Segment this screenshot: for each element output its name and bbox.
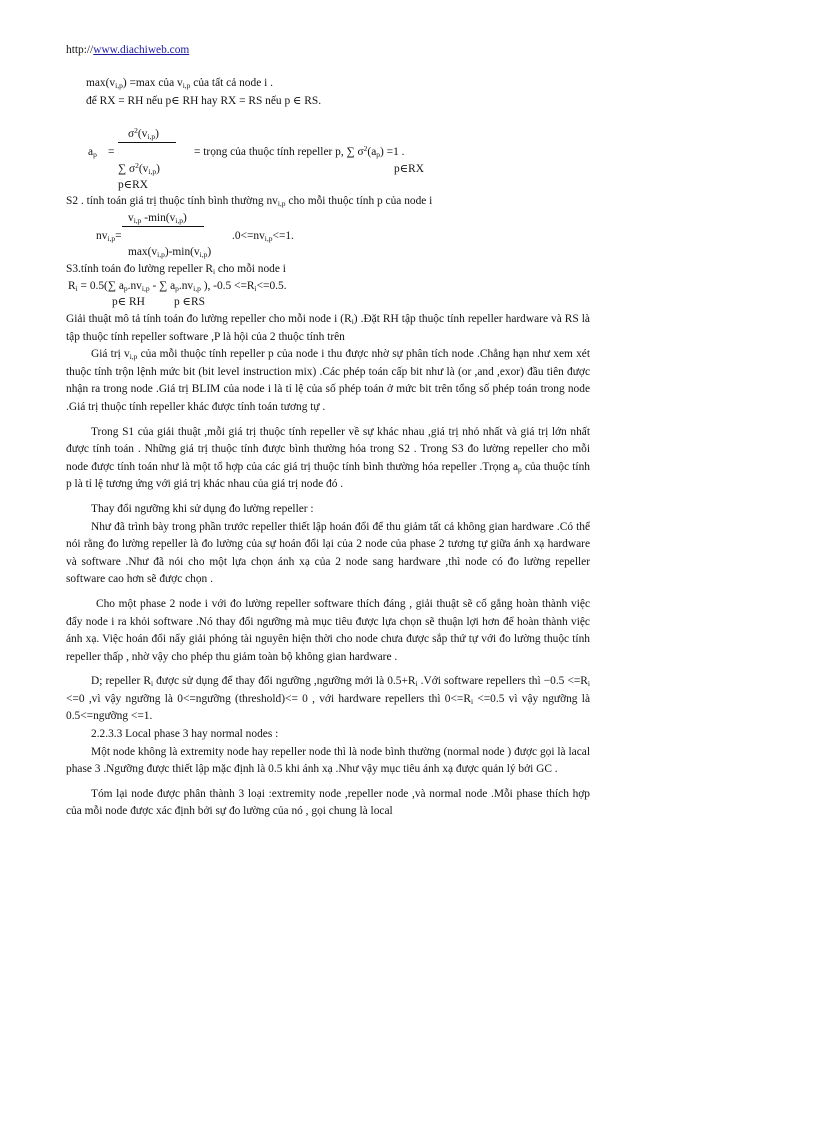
paragraph: Tóm lại node được phân thành 3 loại :extremity node ,repeller node ,và normal node .Mỗi phase thích hợp của mỗi node được xác định bởi sự đo lường của nó , gọi chung là local xyxy=(66,787,590,818)
nv-numerator: $v_{i,p}$ $-\min(v_{i,p})$ xyxy=(128,212,187,225)
max-definition: $\max(v_{i,p}) =\max$ của $v_{i,p}$ của tất cả node i . xyxy=(86,77,273,90)
section-heading: 2.2.3.3 Local phase 3 hay normal nodes : xyxy=(91,728,279,741)
ap-equals: = xyxy=(108,146,115,158)
nv-lhs: $nv_{i,p}=$ xyxy=(96,230,122,243)
ap-lhs: $a_p$ xyxy=(88,146,97,159)
paragraph: Giá trị $v_{i,p}$ của mỗi thuộc tính repeller p của node i thu được nhờ sự phân tích node .Chẳng hạn như xem xét thuộc tính trộn lệnh mức bit (bit level instruction mix) .Các phép toán cấp bit như là (or ,and ,exor) đầu tiên được nhận ra trong node .Giá trị BLIM của node i là tỉ lệ của số phép toán ở mức bit trên tổng số phép toán trong node .Giá trị thuộc tính repeller khác được tính toán tương tự . xyxy=(66,348,590,413)
header-prefix: http:// xyxy=(66,44,94,56)
ri-subscript-rh: p∈ RH xyxy=(112,296,145,308)
ap-fraction-bar xyxy=(118,142,176,143)
nv-condition: $.0<=nv_{i,p}<=1$. xyxy=(232,230,294,243)
nv-denominator: $\max(v_{i,p})-\min(v_{i,p})$ xyxy=(128,246,212,259)
ap-denominator: ∑ $\sigma^2(v_{i,p})$ xyxy=(118,161,160,176)
paragraph: Như đã trình bày trong phần trước repeller thiết lập hoán đổi để thu giảm tất cả không gian hardware .Có thể nói rằng đo lường repeller là đo lường của sự hoán đổi lại của 2 node của phase 2 tương tự giữa ánh xạ hardware và software .Như đã nói cho một lựa chọn ánh xạ của 2 node sang hardware ,thì node có đo lường repeller software cao hơn sẽ được chọn . xyxy=(66,520,590,586)
paragraph: Cho một phase 2 node i với đo lường repeller software thích đáng , giải thuật sẽ cố gắng hoàn thành việc đẩy node i ra khỏi software .Nó thay đổi ngưỡng mà mục tiêu được lựa chọn sẽ thuận lợi hơn để hoàn thành việc ánh xạ. Việc hoán đổi nẩy giải phóng tài nguyên hiện thời cho node chưa được sắp thứ tự với đo lường thuộc tính repeller thấp , nhờ vậy cho phép thu giảm toàn bộ không gian hardware . xyxy=(66,597,590,663)
step-s2: S2 . tính toán giá trị thuộc tính bình thường $nv_{i,p}$ cho mỗi thuộc tính p của node i xyxy=(66,195,433,208)
step-s3: S3.tính toán đo lường repeller $R_i$ cho mỗi node i xyxy=(66,263,286,276)
page-header xyxy=(66,42,189,60)
rx-definition: để RX = RH nếu p∈ RH hay RX = RS nếu p ∈ RS. xyxy=(86,95,322,107)
paragraph: Giải thuật mô tả tính toán đo lường repeller cho mỗi node i $(R_i)$ .Đặt RH tập thuộc tính repeller hardware và RS là tập thuộc tính repeller software ,P là hội của 2 thuộc tính trên xyxy=(66,313,590,343)
nv-fraction-bar xyxy=(122,226,204,227)
ap-numerator: $\sigma^2(v_{i,p})$ xyxy=(128,126,159,141)
paragraph: Thay đổi ngưỡng khi sử dụng đo lường repeller : xyxy=(91,502,314,515)
paragraph: Một node không là extremity node hay repeller node thì là node bình thường (normal node ) được gọi là lacal phase 3 .Ngưỡng được thiết lập mặc định là 0.5 khi ánh xạ .Như vậy mục tiêu ánh xạ được quản lý bởi GC . xyxy=(66,745,590,776)
ap-rhs: = trọng của thuộc tính repeller p, ∑ $\sigma^2(a_p) =1$ . xyxy=(194,144,405,159)
ri-subscript-rs: p ∈RS xyxy=(174,296,205,308)
ri-formula: $R_i = 0.5(\sum$ $a_p.nv_{i,p}$ - ∑ $a_p.nv_{i,p}$ ), $-0.5 <=R_i<=0.5$. xyxy=(68,280,287,293)
body-text xyxy=(66,311,590,821)
paragraph: D; repeller $R_i$ được sử dụng để thay đổi ngưỡng ,ngưỡng mới là $0.5+R_i$ .Với software repellers thì $-0.5 <=R_i <=0$ ,vì vậy ngưỡng là 0<=ngưỡng (threshold)<= 0 , với hardware repellers thì $0<=R_i <=0.5$ vì vậy ngưỡng là 0.5<=ngưỡng <=1. xyxy=(66,675,590,723)
ap-rhs-subscript: p∈RX xyxy=(394,163,424,175)
ap-den-subscript: p∈RX xyxy=(118,179,148,191)
paragraph: Trong S1 của giải thuật ,mỗi giá trị thuộc tính repeller về sự khác nhau ,giá trị nhỏ nhất và giá trị lớn nhất được tính toán . Những giá trị thuộc tính được bình thường hóa trong S2 . Trong S3 đo lường repeller cho mỗi node được tính toán như là một tổ hợp của các giá trị thuộc tính bình thường hóa repeller .Trọng $a_p$ của thuộc tính p là tỉ lệ tương ứng với giá trị khác nhau của giá trị node đó . xyxy=(66,425,590,491)
header-link[interactable]: www.diachiweb.com xyxy=(93,44,190,56)
